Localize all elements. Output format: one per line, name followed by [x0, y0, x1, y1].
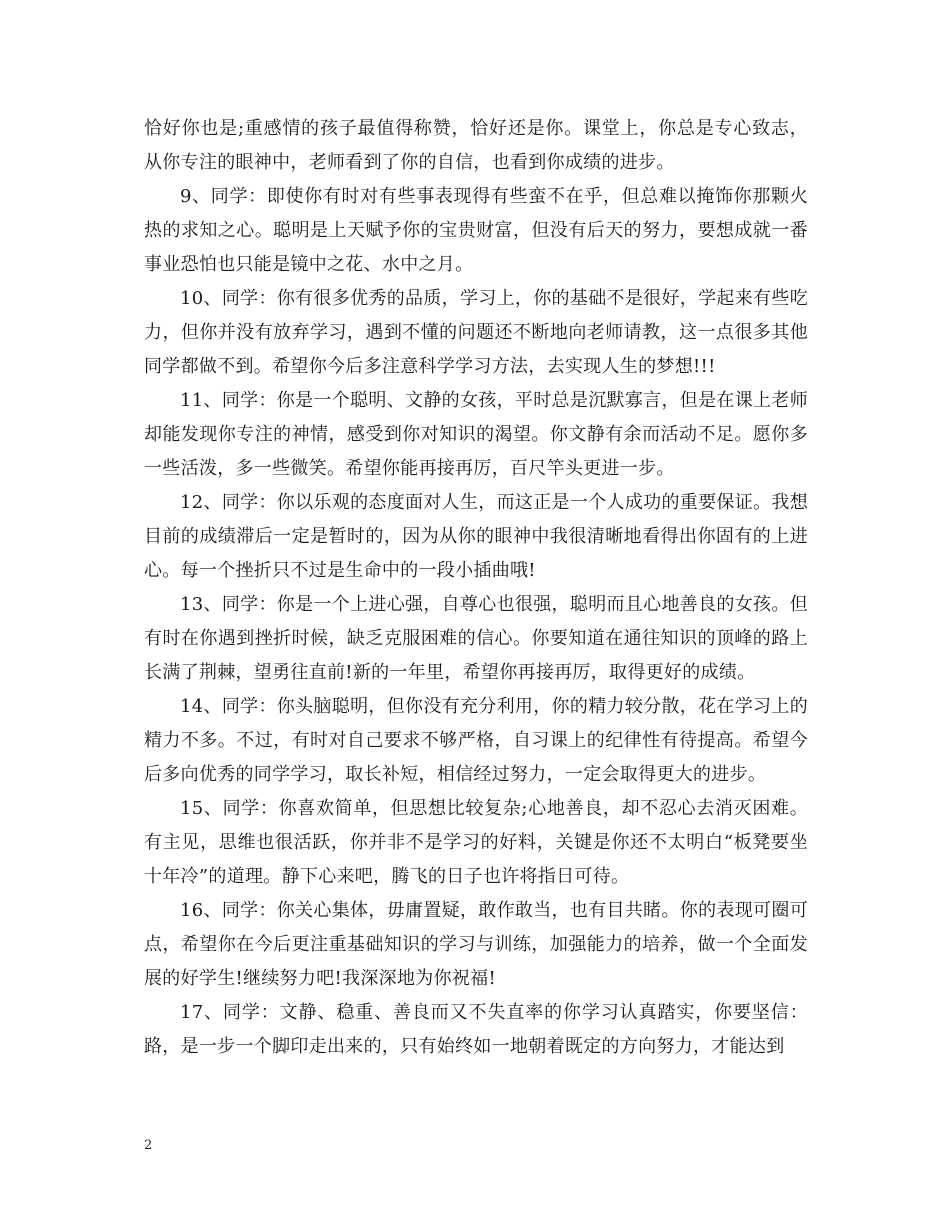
paragraph-comment-9: 9、同学：即使你有时对有些事表现得有些蛮不在乎，但总难以掩饰你那颗火热的求知之心。聪明是上天赋予你的宝贵财富，但没有后天的努力，要想成就一番事业恐怕也只能是镜中之花、水中之月。	[144, 186, 808, 275]
paragraph-comment-10: 10、同学：你有很多优秀的品质，学习上，你的基础不是很好，学起来有些吃力，但你并没有放弃学习，遇到不懂的问题还不断地向老师请教，这一点很多其他同学都做不到。希望你今后多注意科学学习方法，去实现人生的梦想!!!	[144, 288, 808, 377]
paragraph-comment-13: 13、同学：你是一个上进心强，自尊心也很强，聪明而且心地善良的女孩。但有时在你遇到挫折时候，缺乏克服困难的信心。你要知道在通往知识的顶峰的路上长满了荆棘，望勇往直前!新的一年里，希望你再接再厉，取得更好的成绩。	[144, 594, 808, 683]
page-number: 2	[144, 1138, 153, 1153]
paragraph-comment-11: 11、同学：你是一个聪明、文静的女孩，平时总是沉默寡言，但是在课上老师却能发现你专注的神情，感受到你对知识的渴望。你文静有余而活动不足。愿你多一些活泼，多一些微笑。希望你能再接再厉，百尺竿头更进一步。	[144, 390, 808, 479]
paragraph-comment-15: 15、同学：你喜欢简单，但思想比较复杂;心地善良，却不忍心去消灭困难。有主见，思维也很活跃，你并非不是学习的好料，关键是你还不太明白“板凳要坐十年冷”的道理。静下心来吧，腾飞的日子也许将指日可待。	[144, 798, 808, 887]
document-body	[144, 112, 808, 1064]
paragraph-comment-16: 16、同学：你关心集体，毋庸置疑，敢作敢当，也有目共睹。你的表现可圈可点，希望你在今后更注重基础知识的学习与训练，加强能力的培养，做一个全面发展的好学生!继续努力吧!我深深地为你祝福!	[144, 900, 808, 989]
paragraph-continuation: 恰好你也是;重感情的孩子最值得称赞，恰好还是你。课堂上，你总是专心致志，从你专注的眼神中，老师看到了你的自信，也看到你成绩的进步。	[144, 118, 808, 173]
paragraph-comment-17: 17、同学：文静、稳重、善良而又不失直率的你学习认真踏实，你要坚信：路，是一步一个脚印走出来的，只有始终如一地朝着既定的方向努力，才能达到	[144, 1002, 808, 1057]
paragraph-comment-14: 14、同学：你头脑聪明，但你没有充分利用，你的精力较分散，花在学习上的精力不多。不过，有时对自己要求不够严格，自习课上的纪律性有待提高。希望今后多向优秀的同学学习，取长补短，相信经过努力，一定会取得更大的进步。	[144, 696, 808, 785]
paragraph-comment-12: 12、同学：你以乐观的态度面对人生，而这正是一个人成功的重要保证。我想目前的成绩滞后一定是暂时的，因为从你的眼神中我很清晰地看得出你固有的上进心。每一个挫折只不过是生命中的一段小插曲哦!	[144, 492, 808, 581]
